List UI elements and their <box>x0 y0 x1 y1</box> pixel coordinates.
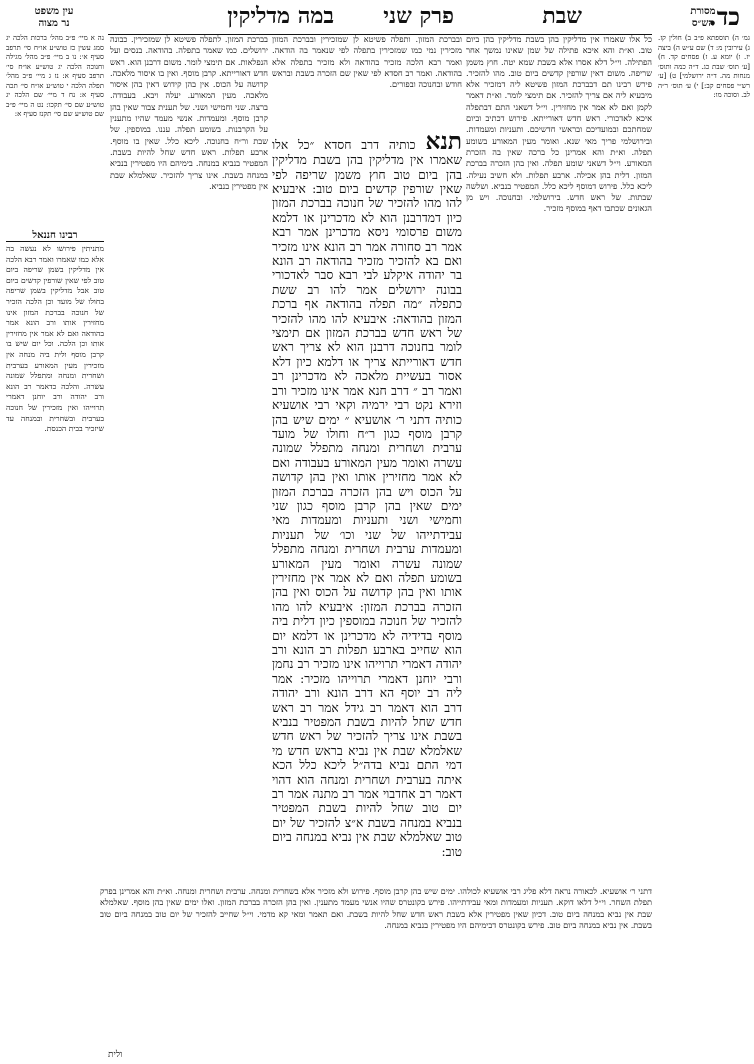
top-commentary-band <box>272 34 462 128</box>
chapter-number: פרק שני <box>383 3 454 29</box>
gemara-text: כותיה דרב חסדא ״כל אלו שאמרו אין מדליקין בהן בשבת מדליקין בהן ביום טוב חוץ משמן שריפה לפי שאין שורפין קדשים ביום טוב: איבעיא להו מהו להזכיר של חנוכה בברכת המזון כיון דמדרבנן הוא לא מדכרינן או דלמא משום פרסומי ניסא מדכרינן אמר רבא אמר רב סחורה אמר רב הונא אינו מזכיר ואם בא להזכיר מזכיר בהודאה רב הונא בר יהודה איקלע לבי רבא סבר לאדכורי בבונה ירושלים אמר להו רב ששת כתפלה ״מה תפלה בהודאה אף ברכת המזון בהודאה: איבעיא להו מהו להזכיר של ראש חדש בברכת המזון אם תימצי לומר בחנוכה דרבנן הוא לא צריך ראש חדש דאורייתא צריך או דלמא כיון דלא אסור בעשיית מלאכה לא מדכרינן רב ואמר רב ״ דרב חנא אמר אינו מזכיר ורב וזירא נקט רבי ירמיה וקאי רבי אושעיא כותיה דתני ר׳ אושעיא ״ ימים שיש בהן קרבן מוסף כגון ר״ח וחולו של מועד ערבית ושחרית ומנחה מתפלל שמונה עשרה ואומר מעין המאורע בעבודה ואם לא אמר מחזירין אותו ואין בהן קדושה על הכוס ויש בהן הזכרה בברכת המזון ימים שאין בהן קרבן מוסף כגון שני וחמישי ושני ותעניות ומעמדות מאי עבידתייהו של שני וכו׳ של תעניות ומעמדות ערבית ושחרית ומנחה מתפלל שמונה עשרה ואומר מעין המאורע בשומע תפלה ואם לא אמר אין מחזירין אותו ואין בהן קדושה על הכוס ואין בהן הזכרה בברכת המזון: איבעיא להו מהו להזכיר של חנוכה במוספין כיון דלית ביה מוסף בדידיה לא מדכרינן או דלמא יום הוא שחייב בארבע תפלות רב הונא ורב יהודה דאמרי תרוייהו אינו מזכיר רב נחמן ורבי יוחנן דאמרי תרוייהו מזכיר: אמר ליה רב יוסף הא דרב הונא ורב יהודה דרב הוא דאמר רב גידל אמר רב ראש חדש שחל להיות בשבת המפטיר בנביא בשבת אינו צריך להזכיר של ראש חדש שאלמלא שבת אין נביא בראש חדש מי דמי התם נביא בדה״ל ליכא כלל הכא איתה בערבית ושחרית ומנחה הוא דהוי דאמר רב אחדבוי אמר רב מתנה אמר רב יום טוב שחל להיות בשבת המפטיר בנביא במנחה בשבת א״צ להזכיר של יום טוב שאלמלא שבת אין נביא במנחה ביום טוב: <box>272 138 462 859</box>
ein-mishpat <box>6 34 104 234</box>
bottom-commentary-text: דתני ר׳ אושעיא. לכאורה נראה דלא פליג רבי אושעיא לכולהו. ימים שיש בהן קרבן מוסף. פירוש ולא מזכיר אלא בשחרית ומנחה. ערבית ושחרית ומנחה. וא״ת והא אמרינן בפרק תפלת השחר. וי״ל דלאו דוקא. תעניות ומעמדות ומאי עבידתייהו. פירש בקונטרס שהיו אנשי מעמד מתענין. ואין בהן הזכרה בברכת המזון. ואלו ימים שאין בהן מוסף. שאלמלא שבת אין נביא במנחה ביום טוב. דכיון שאין מפטירין אלא בשבת ראש חדש שחל להיות בשבת. ואם תאמר ומאי קא מדמי. וי״ל שחייב להזכיר של יום טוב במנחה ביום טוב בשבת. אין נביא במנחה ביום טוב. פירש בקונטרס דבימיהם היו מפטירין בנביא במנחה. <box>100 886 652 930</box>
masoret-text: גמ׳ ה) תוספתא פ״ב ב) חולין קז. ג) עירובין מ: ד) שם ע״ש ה) ביצה יז. ו) יומא ע. ז) פסחים קד. ח) [ע׳ תוס׳ שבת כג. ד״ה כמה ותוס׳ מנחות מה. ד״ה ירושלמי] ט) [ע׳ רש״י פסחים קב:] י) ע׳ תוס׳ ר״ה לב. וסוכה מו: <box>658 34 750 99</box>
masoret-label: מסורת הש״ס <box>690 6 716 29</box>
tosafot-text: כל אלו שאמרו אין מדליקין בהן בשבת מדליקין בהן ביום טוב. וא״ת והא איכא פתילה של שמן שאינו נמשך אחר הפתילה. וי״ל דלא אסרו אלא בשבת שמא יטה. חוץ משמן שריפה. משום דאין שורפין קדשים ביום טוב. מהו להזכיר. פירש רבינו תם דבברכת המזון פשיטא ליה דמזכיר אלא מיבעיא ליה אם צריך להזכיר. אם תימצי לומר. וא״ת דאמר לקמן ואם לא אמר אין מחזירין. וי״ל דשאני התם דבתפלה איכא לאדכורי. ראש חדש דאורייתא. פירוש דכתיב וביום שמחתכם ובמועדיכם ובראשי חדשיכם. ותעניות ומעמדות. ובירושלמי פריך מאי שנא. ואומר מעין המאורע בשומע תפלה. וא״ת והא אמרינן כל ברכה שאין בה הזכרת המאורע. וי״ל דשאני שומע תפלה. ואין בהן הזכרה בברכת המזון. דלית בהן אכילה. ארבע תפלות. ולא חשיב נעילה. ליכא כלל. פירוש דמוסף ליכא כלל. המפטיר בנביא. ושלשה שבתות. של ראש חדש. בירושלמי. ובחנוכה. ויש מן הגאונים שכתבו דאף במוסף מזכיר. <box>466 34 652 214</box>
rashi-text: בברכת המזון. לתפלה פשיטא לן שמזכירין. כבונה ירושלים. כמו שאמר בתפלה. בהודאה. בנסים ועל הנפלאות. אם תימצי לומר. משום דרבנן הוא. ראש חדש דאורייתא. קרבן מוסף. ואין בו איסור מלאכה. קדושה על הכוס. אין בהן קידוש דאין בהן איסור מלאכה. מעין המאורע. יעלה ויבא. בעבודה. ברצה. שני וחמישי ושני. של תענית צבור שאין בהן קרבן מוסף. ומעמדות. אנשי מעמד שהיו מתענין על הקרבנות. בשומע תפלה. עננו. במוספין. של שבת ור״ח בחנוכה. ליכא כלל. שאין בו מוסף. ארבע תפלות. ראש חדש שחל להיות בשבת. המפטיר בנביא במנחה. בימיהם היו מפטירין בנביא במנחה בשבת. אינו צריך להזכיר. שאלמלא שבת אין מפטירין בנביא. <box>110 34 268 191</box>
ein-mishpat-text: נה א מיי׳ פ״ב מהל׳ ברכות הלכה יג סמג עשין כז טוש״ע או״ח סי׳ תרפב סעיף א׳: נו ב מיי׳ פ״ב מהל׳ מגילה וחנוכה הלכה יג טוש״ע או״ח סי׳ תרפב סעיף א: נז ג מיי׳ פ״ב מהל׳ תפלה הלכה י טוש״ע או״ח סי׳ תכה סעיף א: נח ד מיי׳ שם הלכה יג טוש״ע שם סי׳ תקכו: נט ה מיי׳ פ״ב שם טוש״ע שם סי׳ תקנז סעיף א: <box>6 34 104 118</box>
rashi-column <box>110 34 268 894</box>
top-commentary-text: ובברכת המזון. ותפלה פשיטא לן שמזכירין ובברכת המזון מזכירין נמי כמו שמזכירין בתפלה לפי שנאמר בה הודאה. ואמר רבא הלכה מזכיר בהודאה ולא מזכיר בתפלה אלא בהודאה. ואמר רב חסדא לפי שאין שם הזכרה בשבת ובראש חודש ובחנוכה ובפורים. <box>272 34 462 90</box>
rabbeinu-chananel-column <box>6 244 104 604</box>
gemara-opening-word: תנא <box>425 130 462 155</box>
bottom-commentary <box>100 886 652 1058</box>
masoret-hashas <box>658 34 750 234</box>
rabbeinu-chananel-title: רבינו חננאל <box>6 230 104 242</box>
catchword: ולית <box>108 1050 123 1060</box>
rabbeinu-chananel-text: מתניתין פירושו לא נעשה בה אלא כמו שאמרו ואמר רבא הלכה אין מדליקין בשמן שריפה ביום טוב לפי שאין שורפין קדשים ביום טוב אבל מדליקין בשמן שריפה בחולו של מועד וכן הלכה הזכיר של חנוכה בברכת המזון אינו מחזירין אותו ורב הונא אמר בהודאה ואם לא אמר אין מחזירין אותו וכן הלכה. וכל יום שיש בו קרבן מוסף ולית ביה מנחה אין מזכירין מעין המאורע בערבית ושחרית ומנחה ומתפלל שמונה עשרה. והלכה כדאמר רב הונא ורב יהודה ורב יוחנן דאמרי תרוייהו ואין מזכירין של חנוכה בערבית ובשחרית ובמנחה עד שיזכיר בבית הכנסת. <box>6 244 104 434</box>
folio-number: כד. <box>708 2 740 31</box>
chapter-name: במה מדליקין <box>227 3 334 29</box>
tractate-name: שבת <box>542 3 582 29</box>
ein-mishpat-label: עין משפט נר מצוה <box>34 6 74 29</box>
tosafot-column <box>466 34 652 894</box>
